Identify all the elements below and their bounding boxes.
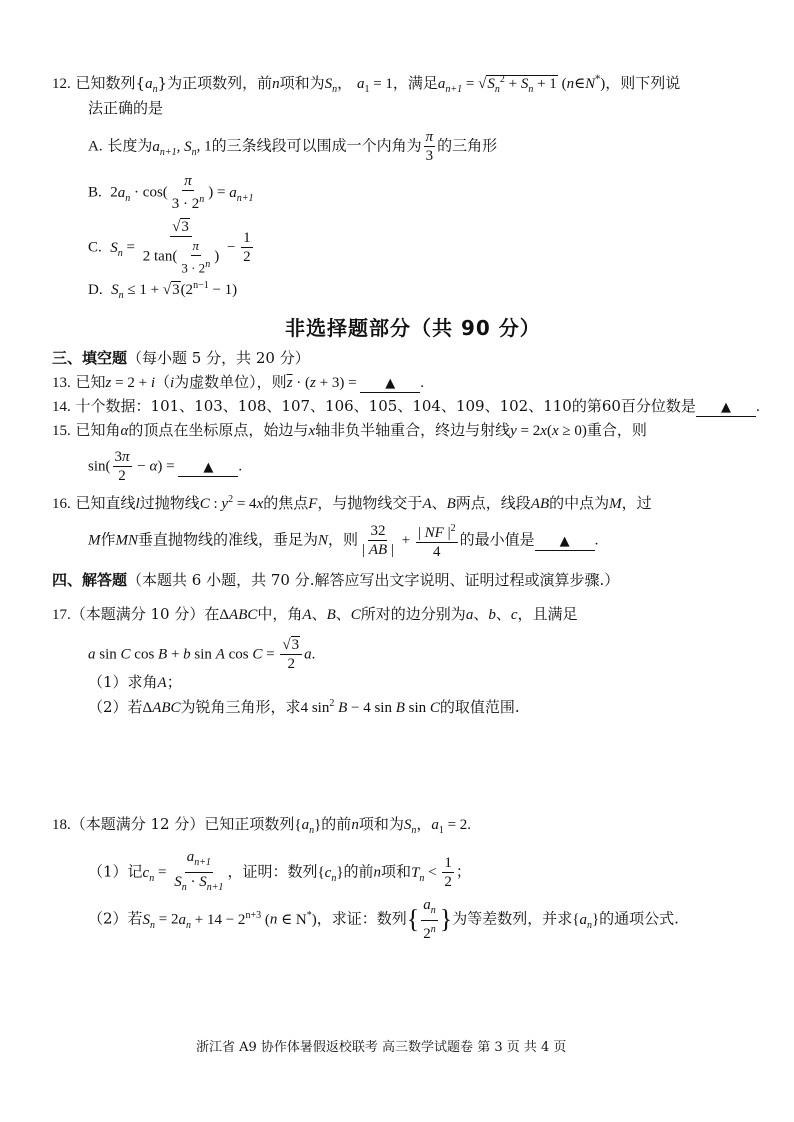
q15-line1: 15. 已知角α的顶点在坐标原点，始边与x轴非负半轴重合，终边与射线y = 2x(x ≥ 0)重合，则 — [52, 421, 647, 439]
part3-heading: 三、填空题（每小题 5 分，共 20 分） — [52, 349, 310, 367]
q12-line2: 法正确的是 — [88, 99, 164, 117]
q16-answer-blank: ▲ — [535, 534, 595, 551]
q12-option-c: C. $S_n$ = √3 2 tan( $\frac{\pi}{3 \cdot 2^n}$ ) − $\frac{1}{2}$ — [88, 219, 251, 276]
q18-part1: （1）记$c_n$ = $\frac{a_{n+1}}{S_n \cdot S_{n+1}}$ ，证明：数列$\{c_n\}$的前n项和$T_n$ < $\frac{1}{2}$ ； — [88, 849, 471, 893]
page-footer: 浙江省 A9 协作体暑假返校联考 高三数学试题卷 第 3 页 共 4 页 — [196, 1040, 567, 1055]
part4-heading: 四、解答题（本题共 6 小题，共 70 分.解答应写出文字说明、证明过程或演算步骤.） — [52, 571, 620, 589]
q13-answer-blank: ▲ — [360, 376, 420, 393]
q18-part2: （2）若$S_n = 2a_n + 14 - 2^{n+3}$ (n ∈ N*)，求证：数列{ $\frac{a_n}{2^n}$ }为等差数列，并求$\{a_n\}$的通项公式. — [88, 897, 679, 942]
q16-line2: M作MN垂直抛物线的准线，垂足为N，则 $\frac{32}{| AB |}$ + $\frac{| NF |^2}{4}$ 的最小值是 ▲ . — [88, 520, 598, 561]
q15-answer-blank: ▲ — [178, 460, 238, 477]
q12-option-a: A. 长度为$a_{n+1}$, $S_n$, 1的三条线段可以围成一个内角为 $\frac{\pi}{3}$ 的三角形 — [88, 129, 498, 164]
q17-part2: （2）若ΔABC为锐角三角形，求4 $\sin^2 B - 4$ sin B sin C的取值范围. — [88, 698, 520, 716]
q14: 14. 十个数据：101、103、108、107、106、105、104、109、102、110的第60百分位数是 ▲ . — [52, 397, 760, 415]
q17-line1: 17.（本题满分 10 分）在ΔABC中，角A、B、C所对的边分别为a、b、c，且满足 — [52, 605, 578, 623]
q16-line1: 16. 已知直线l过抛物线C : $y^2 = 4x$的焦点F，与抛物线交于A、B两点，线段AB的中点为M，过 — [52, 494, 652, 512]
q12-line1: 12. 已知数列$\{a_n\}$为正项数列，前n项和为$S_n$， $a_1 = 1$，满足$a_{n+1} = √S_n^2 + S_n + 1$ (n∈N*)，则下列说 — [52, 74, 681, 95]
q12-option-d: D. $S_n \le 1 + √3(2^{n-1} - 1)$ — [88, 280, 238, 301]
q14-answer-blank: ▲ — [696, 400, 756, 417]
q17-part1: （1）求角A； — [88, 673, 182, 691]
section-title: 非选择题部分（共 90 分） — [285, 316, 541, 340]
q13: 13. 已知z = 2 + i（i为虚数单位），则$\overline{z} \cdot (z + 3)$ = ▲ . — [52, 373, 425, 391]
q17-condition: a sin C cos B + b sin A cos C = $\frac{√3}{2}$ a. — [88, 637, 316, 672]
q12-option-b: B. $2a_n \cdot \cos$( $\frac{\pi}{3 \cdot 2^n}$ ) = $a_{n+1}$ — [88, 173, 254, 212]
q18-line1: 18.（本题满分 12 分）已知正项数列$\{a_n\}$的前n项和为$S_n$，$a_1 = 2$. — [52, 815, 472, 836]
q15-line2: sin( $\frac{3\pi}{2}$ − α) = ▲ . — [88, 449, 243, 484]
